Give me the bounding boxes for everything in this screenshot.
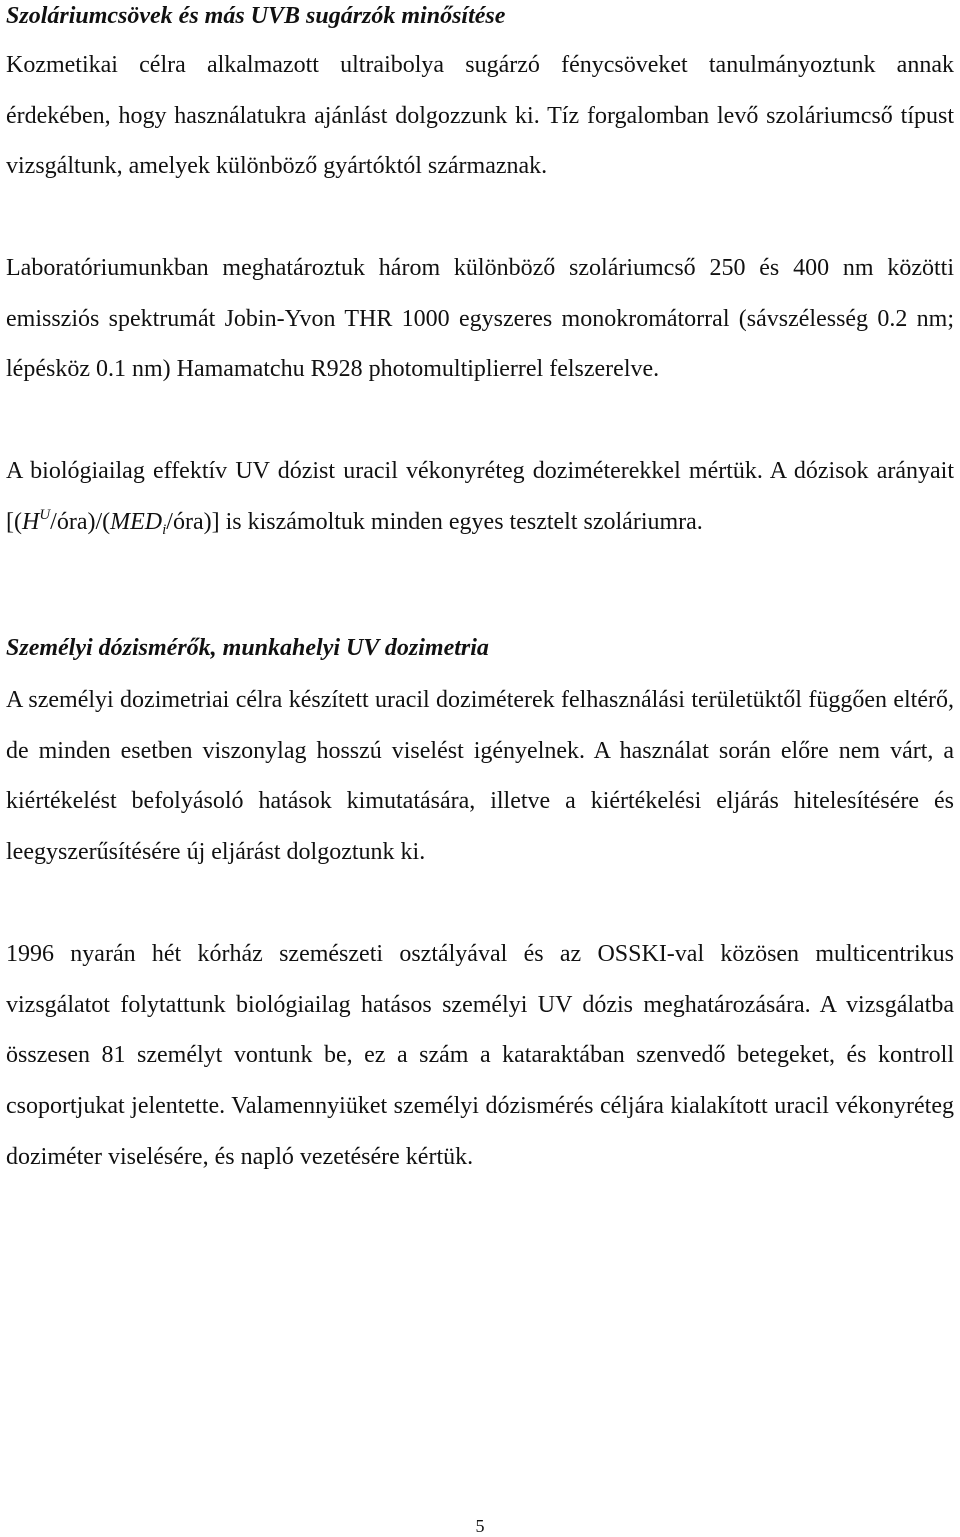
section-title-solarium: Szoláriumcsövek és más UVB sugárzók minősítése: [6, 3, 506, 29]
section-title-personal-dosimeters: Személyi dózismérők, munkahelyi UV dozimetria: [6, 635, 489, 661]
formula-H: H: [21, 508, 40, 535]
formula-i-subscript: i: [162, 521, 167, 538]
page-number: 5: [475, 1516, 485, 1536]
paragraph-solarium-intro: Kozmetikai célra alkalmazott ultraibolya sugárzó fénycsöveket tanulmányoztunk annak érdekében, hogy használatukra ajánlást dolgozzunk ki. Tíz forgalomban levő szoláriumcső típust vizsgáltunk, amelyek különböző gyártóktól származnak.: [6, 52, 954, 180]
paragraph-dose-ratio: [6, 446, 954, 547]
paragraph-personal-dosimetry: A személyi dozimetriai célra készített uracil doziméterek felhasználási területüktől függően eltérő, de minden esetben viszonylag hosszú viselést igényelnek. A használat során előre nem várt, a kiértékelést befolyásoló hatások kimutatására, illetve a kiértékelési eljárás hitelesítésére és leegyszerűsítésére új eljárást dolgoztunk ki.: [6, 687, 954, 866]
formula-U-superscript: U: [39, 506, 51, 523]
dose-ratio-text-before: A biológiailag effektív UV dózist uracil vékonyréteg doziméterekkel mértük. A dózisok arányait [(: [6, 458, 954, 535]
paragraph-lab-measurement: Laboratóriumunkban meghatároztuk három különböző szoláriumcső 250 és 400 nm közötti emissziós spektrumát Jobin-Yvon THR 1000 egyszeres monokromátorral (sávszélesség 0.2 nm; lépésköz 0.1 nm) Hamamatchu R928 photomultiplierrel felszerelve.: [6, 255, 954, 383]
dose-ratio-text-after: /óra)] is kiszámoltuk minden egyes tesztelt szoláriumra.: [166, 508, 703, 535]
dose-ratio-text-mid: /óra)/(: [50, 508, 111, 535]
paragraph-multicenter-study: 1996 nyarán hét kórház szemészeti osztályával és az OSSKI-val közösen multicentrikus vizsgálatot folytattunk biológiailag hatásos személyi UV dózis meghatározására. A vizsgálatba összesen 81 személyt vontunk be, ez a szám a kataraktában szenvedő betegeket, és kontroll csoportjukat jelentette. Valamennyiüket személyi dózismérés céljára kialakított uracil vékonyréteg doziméter viselésére, és napló vezetésére kértük.: [6, 941, 954, 1170]
formula-MED: MED: [110, 508, 163, 535]
